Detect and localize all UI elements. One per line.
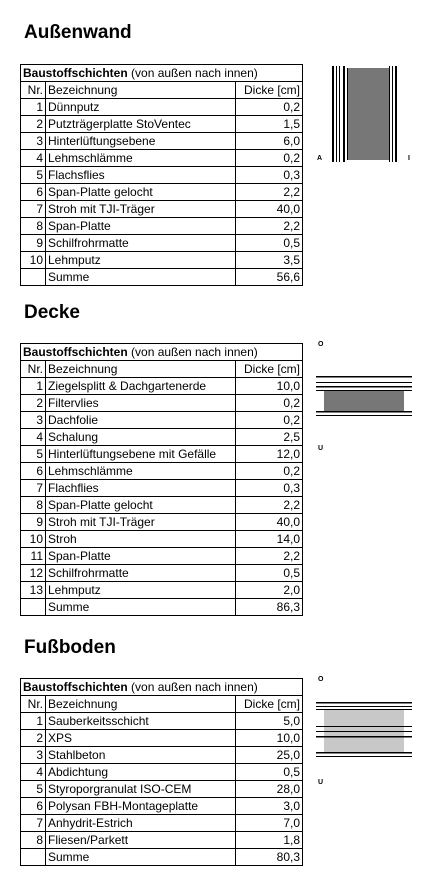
row-nr: 10 [21, 252, 46, 269]
row-nr: 12 [21, 565, 46, 582]
row-name: Stroh mit TJI-Träger [46, 201, 236, 218]
header-name: Bezeichnung [46, 361, 236, 378]
row-name: Dünnputz [46, 99, 236, 116]
row-thickness: 0,2 [236, 412, 303, 429]
table-row [21, 565, 303, 582]
table-row [21, 412, 303, 429]
row-name: Anhydrit-Estrich [46, 815, 236, 832]
row-nr: 1 [21, 99, 46, 116]
row-thickness: 3,5 [236, 252, 303, 269]
row-name: Span-Platte [46, 548, 236, 565]
row-thickness: 2,0 [236, 582, 303, 599]
row-nr: 9 [21, 514, 46, 531]
row-thickness: 0,3 [236, 167, 303, 184]
row-name: Lehmschlämme [46, 150, 236, 167]
row-nr: 4 [21, 150, 46, 167]
floor-section-diagram [316, 700, 416, 760]
row-thickness: 0,3 [236, 480, 303, 497]
table-row [21, 548, 303, 565]
row-name: XPS [46, 730, 236, 747]
row-thickness: 2,2 [236, 548, 303, 565]
row-thickness: 5,0 [236, 713, 303, 730]
table-row [21, 463, 303, 480]
table-row [21, 531, 303, 548]
row-nr: 6 [21, 463, 46, 480]
row-thickness: 0,2 [236, 395, 303, 412]
row-nr: 5 [21, 446, 46, 463]
row-nr: 2 [21, 116, 46, 133]
layer-table-decke [20, 343, 303, 616]
wall-section-diagram [314, 64, 418, 164]
row-name: Stroh [46, 531, 236, 548]
table-subtitle: (von außen nach innen) [127, 680, 258, 694]
header-nr: Nr. [21, 361, 46, 378]
row-name: Hinterlüftungsebene mit Gefälle [46, 446, 236, 463]
row-thickness: 0,5 [236, 764, 303, 781]
row-name: Flachsflies [46, 167, 236, 184]
row-thickness: 28,0 [236, 781, 303, 798]
section-title-fussboden: Fußboden [24, 637, 116, 658]
row-thickness: 40,0 [236, 201, 303, 218]
row-thickness: 14,0 [236, 531, 303, 548]
header-name: Bezeichnung [46, 82, 236, 99]
row-name: Putzträgerplatte StoVentec [46, 116, 236, 133]
row-name: Flachflies [46, 480, 236, 497]
section-title-decke: Decke [24, 302, 80, 323]
layer-table-aussenwand [20, 64, 303, 286]
row-name: Schalung [46, 429, 236, 446]
header-nr: Nr. [21, 696, 46, 713]
row-name: Hinterlüftungsebene [46, 133, 236, 150]
row-name: Span-Platte [46, 218, 236, 235]
sum-value: 86,3 [236, 599, 303, 616]
table-row [21, 747, 303, 764]
top-label: O [318, 341, 324, 348]
row-thickness: 25,0 [236, 747, 303, 764]
row-name: Abdichtung [46, 764, 236, 781]
table-subtitle: (von außen nach innen) [127, 66, 258, 80]
row-nr: 5 [21, 781, 46, 798]
bottom-label: U [318, 445, 324, 452]
row-thickness: 10,0 [236, 378, 303, 395]
header-thickness: Dicke [cm] [236, 82, 303, 99]
table-row [21, 395, 303, 412]
table-row [21, 150, 303, 167]
table-row [21, 497, 303, 514]
table-row [21, 235, 303, 252]
row-name: Span-Platte gelocht [46, 184, 236, 201]
row-name: Filtervlies [46, 395, 236, 412]
row-thickness: 12,0 [236, 446, 303, 463]
row-thickness: 1,5 [236, 116, 303, 133]
row-nr: 2 [21, 730, 46, 747]
row-name: Ziegelsplitt & Dachgartenerde [46, 378, 236, 395]
table-row [21, 167, 303, 184]
row-nr: 3 [21, 747, 46, 764]
row-name: Span-Platte gelocht [46, 497, 236, 514]
row-thickness: 10,0 [236, 730, 303, 747]
table-row [21, 201, 303, 218]
table-row [21, 764, 303, 781]
row-nr: 7 [21, 815, 46, 832]
table-subtitle: (von außen nach innen) [127, 345, 258, 359]
table-row [21, 446, 303, 463]
table-title-row [21, 65, 303, 82]
row-thickness: 2,2 [236, 497, 303, 514]
sum-row [21, 269, 303, 286]
table-row [21, 218, 303, 235]
table-header-row [21, 361, 303, 378]
row-nr: 3 [21, 133, 46, 150]
table-row [21, 832, 303, 849]
sum-label: Summe [46, 849, 236, 866]
table-row [21, 252, 303, 269]
row-name: Polysan FBH-Montageplatte [46, 798, 236, 815]
row-name: Lehmputz [46, 582, 236, 599]
row-thickness: 0,2 [236, 99, 303, 116]
ceiling-section-diagram [316, 372, 416, 420]
table-row [21, 815, 303, 832]
inside-label: I [408, 155, 410, 162]
header-thickness: Dicke [cm] [236, 361, 303, 378]
row-name: Dachfolie [46, 412, 236, 429]
row-name: Lehmschlämme [46, 463, 236, 480]
row-nr: 1 [21, 713, 46, 730]
table-title-row [21, 344, 303, 361]
sum-value: 80,3 [236, 849, 303, 866]
table-title-row [21, 679, 303, 696]
row-nr: 1 [21, 378, 46, 395]
outside-label: A [317, 155, 323, 162]
row-name: Stroh mit TJI-Träger [46, 514, 236, 531]
row-nr: 9 [21, 235, 46, 252]
table-header-row [21, 82, 303, 99]
row-nr: 3 [21, 412, 46, 429]
row-thickness: 0,5 [236, 235, 303, 252]
sum-value: 56,6 [236, 269, 303, 286]
row-name: Styroporgranulat ISO-CEM [46, 781, 236, 798]
table-row [21, 378, 303, 395]
top-label: O [318, 676, 324, 683]
row-nr: 8 [21, 832, 46, 849]
row-nr: 2 [21, 395, 46, 412]
row-nr: 4 [21, 429, 46, 446]
row-nr: 13 [21, 582, 46, 599]
row-thickness: 2,5 [236, 429, 303, 446]
table-title: Baustoffschichten [23, 66, 128, 80]
row-thickness: 2,2 [236, 184, 303, 201]
row-nr: 4 [21, 764, 46, 781]
table-title: Baustoffschichten [23, 680, 128, 694]
table-row [21, 429, 303, 446]
row-thickness: 40,0 [236, 514, 303, 531]
table-row [21, 184, 303, 201]
row-thickness: 7,0 [236, 815, 303, 832]
row-name: Lehmputz [46, 252, 236, 269]
sum-label: Summe [46, 599, 236, 616]
row-nr: 6 [21, 798, 46, 815]
row-name: Stahlbeton [46, 747, 236, 764]
table-header-row [21, 696, 303, 713]
row-nr: 5 [21, 167, 46, 184]
row-thickness: 6,0 [236, 133, 303, 150]
header-name: Bezeichnung [46, 696, 236, 713]
table-row [21, 781, 303, 798]
row-thickness: 3,0 [236, 798, 303, 815]
table-row [21, 713, 303, 730]
sum-row [21, 599, 303, 616]
header-nr: Nr. [21, 82, 46, 99]
row-name: Schilfrohrmatte [46, 235, 236, 252]
table-row [21, 514, 303, 531]
bottom-label: U [318, 779, 324, 786]
sum-label: Summe [46, 269, 236, 286]
row-nr: 7 [21, 480, 46, 497]
sum-row [21, 849, 303, 866]
row-name: Fliesen/Parkett [46, 832, 236, 849]
table-row [21, 480, 303, 497]
row-name: Schilfrohrmatte [46, 565, 236, 582]
row-thickness: 2,2 [236, 218, 303, 235]
row-thickness: 0,2 [236, 150, 303, 167]
row-nr: 11 [21, 548, 46, 565]
table-row [21, 730, 303, 747]
table-row [21, 582, 303, 599]
row-nr: 8 [21, 218, 46, 235]
table-row [21, 116, 303, 133]
table-row [21, 99, 303, 116]
row-nr: 8 [21, 497, 46, 514]
header-thickness: Dicke [cm] [236, 696, 303, 713]
table-row [21, 798, 303, 815]
table-row [21, 133, 303, 150]
row-nr: 10 [21, 531, 46, 548]
row-thickness: 0,2 [236, 463, 303, 480]
row-thickness: 0,5 [236, 565, 303, 582]
row-nr: 6 [21, 184, 46, 201]
row-thickness: 1,8 [236, 832, 303, 849]
table-title: Baustoffschichten [23, 345, 128, 359]
row-name: Sauberkeitsschicht [46, 713, 236, 730]
layer-table-fussboden [20, 678, 303, 866]
section-title-aussenwand: Außenwand [24, 22, 132, 43]
row-nr: 7 [21, 201, 46, 218]
